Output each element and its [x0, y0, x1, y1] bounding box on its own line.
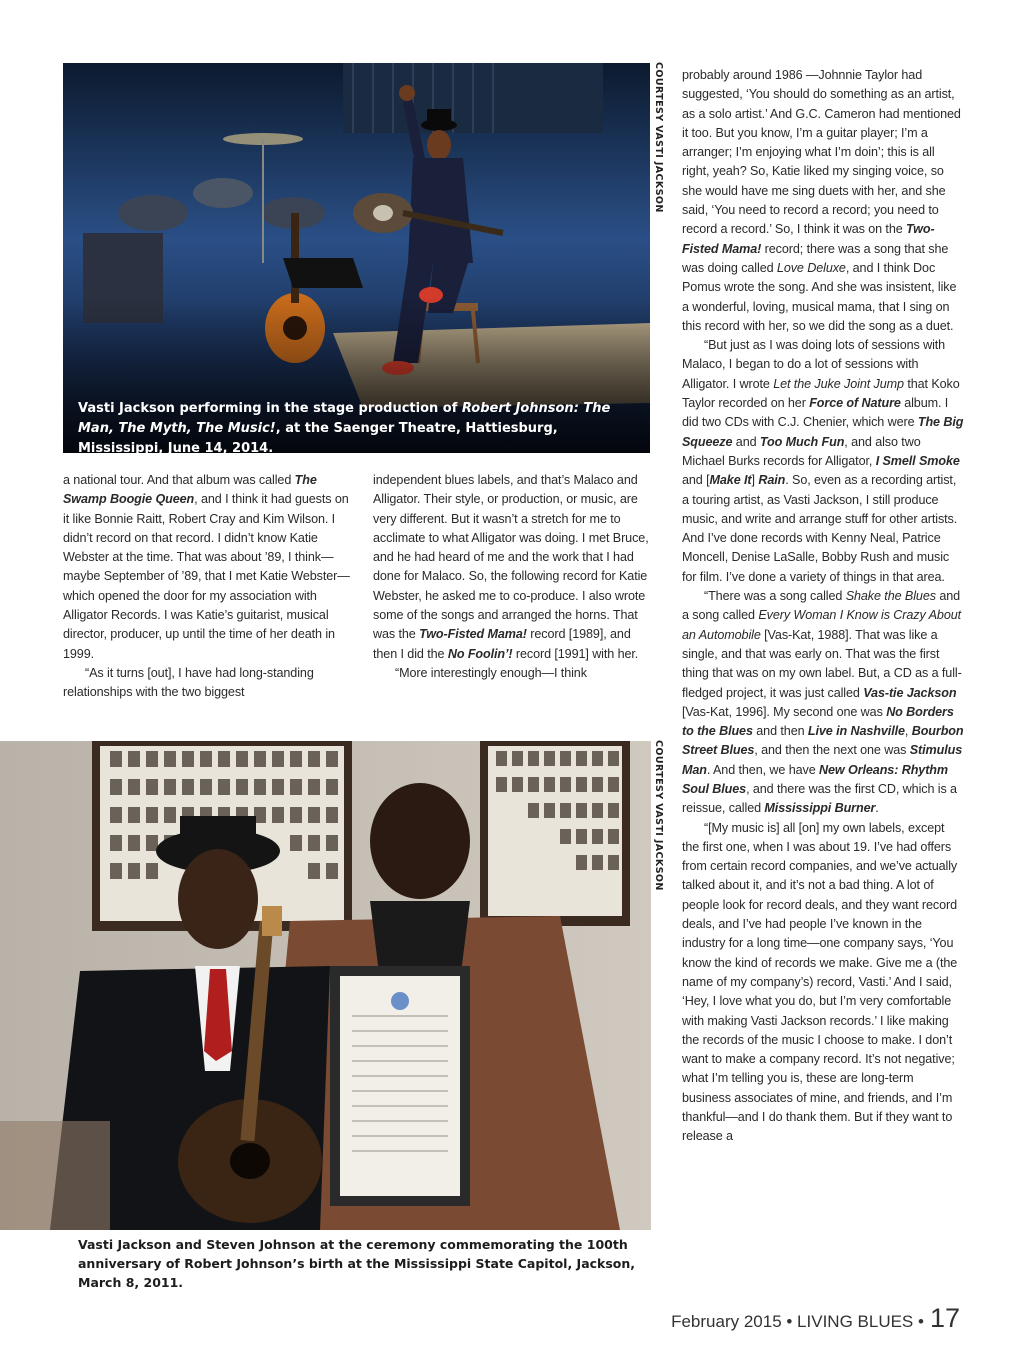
photo-caption: Vasti Jackson and Steven Johnson at the ceremony commemorating the 100th anniversary of Robert Johnson’s birth at the Mississippi State Capitol, Jackson, March 8, 2011.: [78, 1237, 636, 1290]
paragraph: “As it turns [out], I have had long-standing relationships with the two biggest: [63, 665, 314, 700]
issue-label: February 2015 • LIVING BLUES •: [671, 1312, 924, 1331]
paragraph: “But just as I was doing lots of sessions with Malaco, I began to do a lot of sessions with Alligator. I wrote Let the Juke Joint Jump that Koko Taylor recorded on her Force of Nature album. I did two CDs with C.J. Chenier, which were The Big Squeeze and Too Much Fun, and also two Michael Burks records for Alligator, I Smell Smoke and [Make It] Rain. So, even as a recording artist, a touring artist, as Vasti Jackson, I still produce music, and write and arrange stuff for other artists. And I’ve done records with Kenny Neal, Patrice Moncell, Denise LaSalle, Bobby Rush and music for film. I’ve done a variety of things in that area.: [682, 338, 964, 584]
ceremony-photo: [0, 741, 651, 1230]
paragraph: “More interestingly enough—I think: [395, 665, 587, 680]
article-column-2: [373, 471, 651, 683]
article-column-1: [63, 471, 351, 703]
paragraph: independent blues labels, and that’s Malaco and Alligator. Their style, or production, or music, are very different. But it wasn’t a stretch for me to acclimate to what Alligator was doing. I met Bruce, and he had heard of me and the work that I had done for Malaco. So, the following record for Katie Webster, he asked me to co-produce. I also wrote some of the songs and arranged the horns. That was the Two-Fisted Mama! record [1989], and then I did the No Foolin’! record [1991] with her.: [373, 473, 649, 661]
photo-credit: COURTESY VASTI JACKSON: [653, 740, 664, 891]
paragraph: “There was a song called Shake the Blues and a song called Every Woman I Know is Crazy About an Automobile [Vas-Kat, 1988]. That was like a single, and that was early on. That was the first thing that was on my own label. But, a CD as a full-fledged project, it was just called Vas-tie Jackson [Vas-Kat, 1996]. My second one was No Borders to the Blues and then Live in Nashville, Bourbon Street Blues, and then the next one was Stimulus Man. And then, we have New Orleans: Rhythm Soul Blues, and there was the first CD, which is a reissue, called Mississippi Burner.: [682, 589, 964, 816]
paragraph: probably around 1986 —Johnnie Taylor had suggested, ‘You should do something as an artist, as a solo artist.’ And G.C. Cameron had mentioned it too. But you know, I’m a guitar player; I’m a arranger; I’m enjoying what I’m doin’; this is all right, yeah? So, Katie liked my singing voice, so she would have me sing duets with her, and she said, ‘You need to record a record; you need to record a record.’ So, I think it was on the Two-Fisted Mama! record; there was a song that she was doing called Love Deluxe, and I think Doc Pomus wrote the song. And she was insistent, like a wonderful, loving, musical mama, that I sing on this record with her, so we did the song as a duet.: [682, 68, 961, 333]
photo-credit: COURTESY VASTI JACKSON: [653, 62, 664, 213]
page-footer: [671, 1303, 960, 1334]
page-number: 17: [929, 1303, 960, 1333]
paragraph: a national tour. And that album was called The Swamp Boogie Queen, and I think it had guests on it like Bonnie Raitt, Robert Cray and Kim Wilson. I didn’t record on that record. I didn’t know Katie Webster at the time. That was about ’89, I think—maybe September of ’89, that I met Katie Webster—which opened the door for my association with Alligator Records. I was Katie’s guitarist, musical director, producer, up until the time of her death in 1999.: [63, 473, 350, 661]
article-column-3: [682, 66, 964, 1147]
photo-caption: Vasti Jackson performing in the stage production of Robert Johnson: The Man, The Myth, The Music!, at the Saenger Theatre, Hattiesburg, Mississippi, June 14, 2014.: [78, 401, 611, 456]
paragraph: “[My music is] all [on] my own labels, except the first one, when I was about 19. I’ve had offers from certain record companies, and we’ve actually talked about it, and it’s not a bad thing. A lot of people look for record deals, and they want record deals, and I’ve had people I’ve known in the industry for a long time—one company says, ‘You know the kind of records we make. Give me a (the name of my company’s) record, Vasti.’ And I said, ‘Hey, I love what you do, but I’m very comfortable with making Vasti Jackson records.’ I like making the records of the music I choose to make. I don’t want to make a company record. It’s not negative; what I’m telling you is, these are long-term business associates of mine, and friends, and I’m thankful—and I do thank them. But if they want to release a: [682, 820, 958, 1144]
stage-performance-photo: [63, 63, 650, 453]
